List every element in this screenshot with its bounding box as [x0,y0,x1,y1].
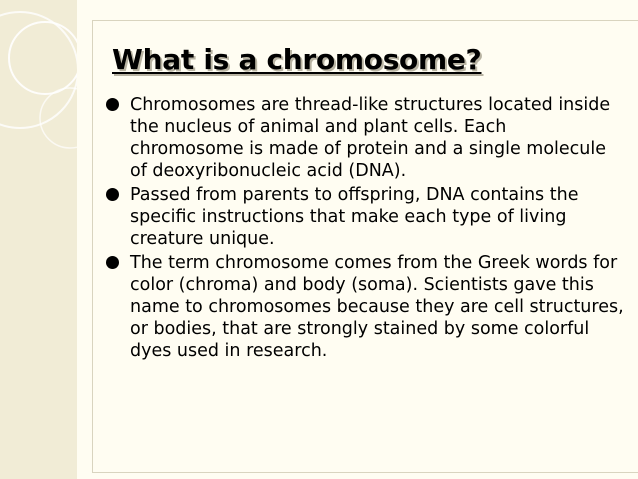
bullet-dot-icon [106,256,119,269]
bullet-item [104,94,624,182]
bullet-item [104,184,624,250]
slide-title: What is a chromosome? [112,43,482,76]
bullet-item [104,252,624,362]
decorative-circles [0,0,77,479]
bullet-text: The term chromosome comes from the Greek words for color (chroma) and body (soma). Scientists gave this name to chromosomes because they are cell structures, or bodies, that are strongly stained by some colorful dyes used in research. [130,253,624,361]
bullet-dot-icon [106,98,119,111]
bullet-text: Chromosomes are thread-like structures located inside the nucleus of animal and plant cells. Each chromosome is made of protein and a single molecule of deoxyribonucleic acid (DNA). [130,95,611,181]
bullet-text: Passed from parents to offspring, DNA contains the specific instructions that make each type of living creature unique. [130,185,579,249]
bullet-list [104,94,624,362]
bullet-dot-icon [106,188,119,201]
decorative-side-band [0,0,77,479]
